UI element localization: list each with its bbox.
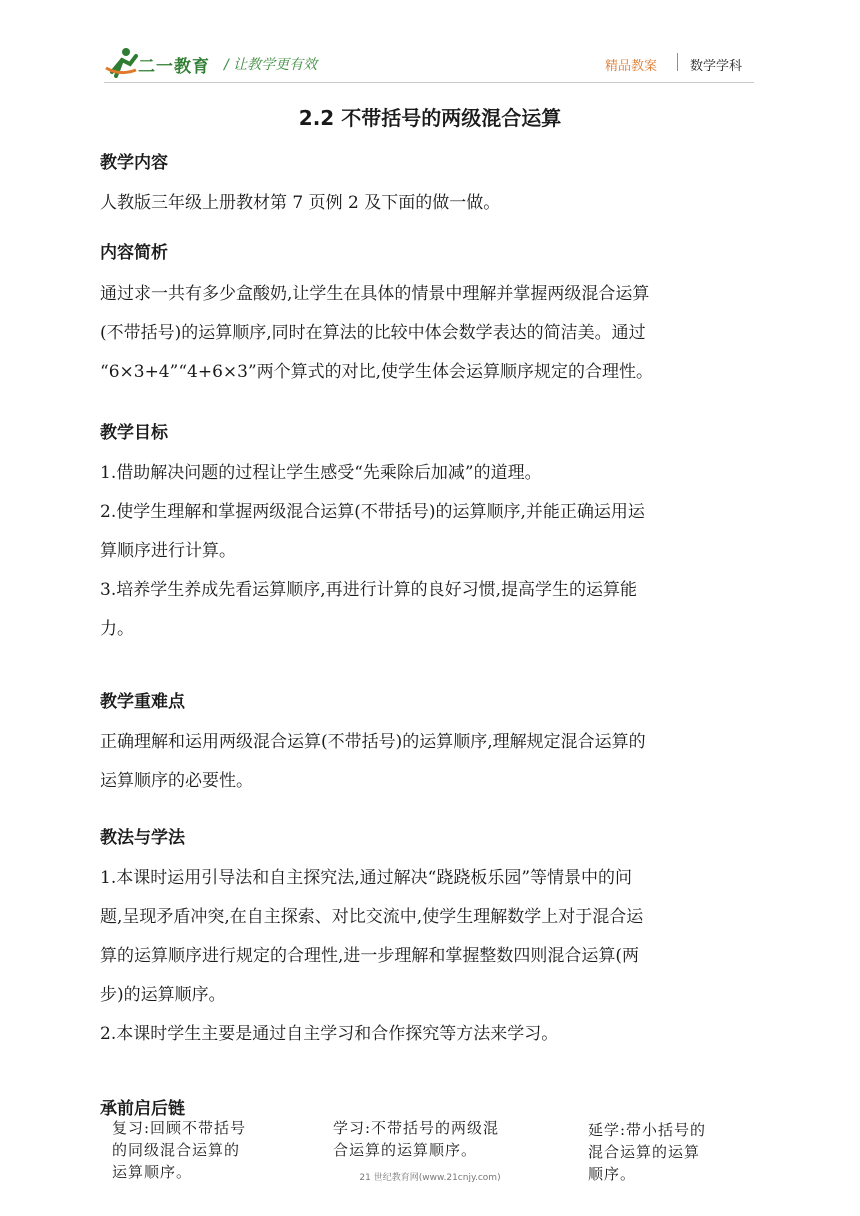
text-line: 题,呈现矛盾冲突,在自主探索、对比交流中,使学生理解数学上对于混合运 xyxy=(100,907,644,927)
text-line: 算的运算顺序进行规定的合理性,进一步理解和掌握整数四则混合运算(两 xyxy=(100,946,640,966)
text-line: 通过求一共有多少盒酸奶,让学生在具体的情景中理解并掌握两级混合运算 xyxy=(100,284,650,304)
header-divider xyxy=(677,53,678,71)
slogan: / 让教学更有效 xyxy=(224,57,318,73)
text-line: 1.本课时运用引导法和自主探究法,通过解决“跷跷板乐园”等情景中的问 xyxy=(100,868,633,888)
text-line: 算顺序进行计算。 xyxy=(100,541,236,561)
footer-watermark: 21 世纪教育网(www.21cnjy.com) xyxy=(359,1173,501,1183)
text-line: 1.借助解决问题的过程让学生感受“先乘除后加减”的道理。 xyxy=(100,463,542,483)
section-heading-keypoints: 教学重难点 xyxy=(100,692,185,712)
brand-label: 精品教案 xyxy=(605,59,658,74)
text-line: 顺序。 xyxy=(588,1165,637,1183)
text-line: 运算顺序。 xyxy=(112,1163,193,1181)
text-line: 复习:回顾不带括号 xyxy=(112,1119,247,1137)
text-line: (不带括号)的运算顺序,同时在算法的比较中体会数学表达的简洁美。通过 xyxy=(100,323,646,343)
text-line: 2.本课时学生主要是通过自主学习和合作探究等方法来学习。 xyxy=(100,1024,559,1044)
page-header xyxy=(0,0,860,92)
section-heading-goals: 教学目标 xyxy=(100,423,168,443)
text-line: 人教版三年级上册教材第 7 页例 2 及下面的做一做。 xyxy=(100,193,501,213)
section-heading-chain: 承前启后链 xyxy=(100,1099,185,1119)
section-text-methods xyxy=(100,859,765,1054)
section-heading-content: 教学内容 xyxy=(100,153,168,173)
text-line: 正确理解和运用两级混合运算(不带括号)的运算顺序,理解规定混合运算的 xyxy=(100,732,646,752)
text-line: 学习:不带括号的两级混 xyxy=(333,1119,500,1137)
section-text-analysis xyxy=(100,275,765,392)
section-text-keypoints xyxy=(100,723,765,801)
text-line: 2.使学生理解和掌握两级混合运算(不带括号)的运算顺序,并能正确运用运 xyxy=(100,502,645,522)
text-line: 3.培养学生养成先看运算顺序,再进行计算的良好习惯,提高学生的运算能 xyxy=(100,580,638,600)
page-title: 2.2 不带括号的两级混合运算 xyxy=(298,106,562,130)
text-line: 力。 xyxy=(100,619,134,639)
text-line: 运算顺序的必要性。 xyxy=(100,771,253,791)
section-text-content xyxy=(100,184,765,223)
text-line: 合运算的运算顺序。 xyxy=(333,1141,478,1159)
section-heading-methods: 教法与学法 xyxy=(100,828,185,848)
text-line: 延学:带小括号的 xyxy=(588,1121,707,1139)
logo-text: 二一教育 xyxy=(138,57,210,77)
section-heading-analysis: 内容简析 xyxy=(100,243,168,263)
subject-label: 数学学科 xyxy=(690,59,743,74)
text-line: 步)的运算顺序。 xyxy=(100,985,226,1005)
text-line: 混合运算的运算 xyxy=(588,1143,701,1161)
section-text-goals xyxy=(100,454,765,649)
text-line: “6×3+4”“4+6×3”两个算式的对比,使学生体会运算顺序规定的合理性。 xyxy=(100,362,654,382)
text-line: 的同级混合运算的 xyxy=(112,1141,241,1159)
chain-learn-box xyxy=(333,1117,499,1161)
header-rule xyxy=(104,82,754,83)
